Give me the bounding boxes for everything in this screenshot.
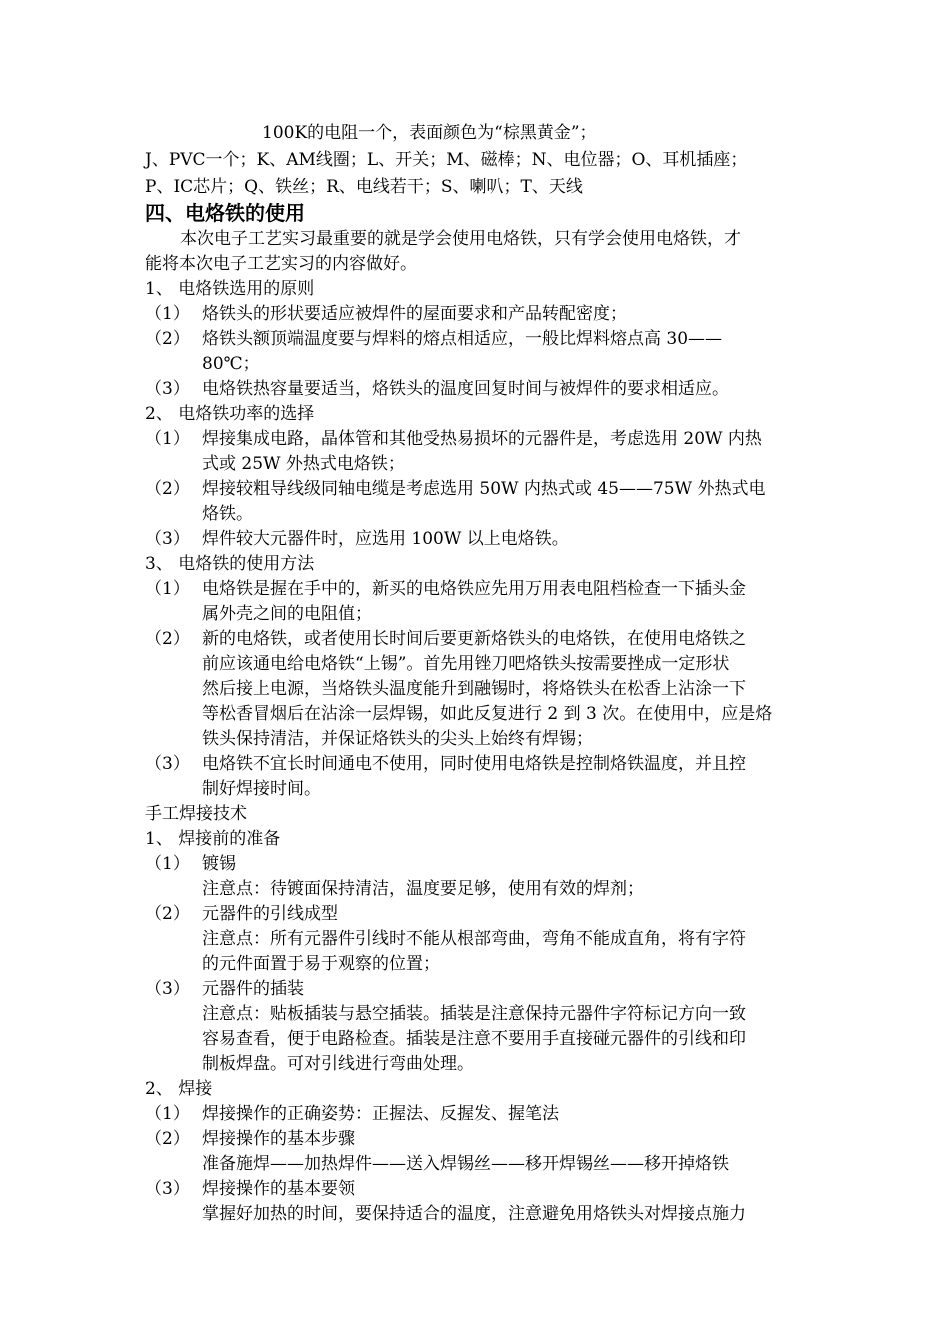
item-text: 焊接操作的正确姿势：正握法、反握发、握笔法	[202, 1104, 559, 1124]
item-text: 电烙铁热容量要适当，烙铁头的温度回复时间与被焊件的要求相适应。	[202, 379, 729, 399]
line-text: 然后接上电源，当烙铁头温度能升到融锡时，将烙铁头在松香上沾涂一下	[202, 679, 746, 699]
item-text: 元器件的插装	[202, 979, 304, 999]
item-text: 焊件较大元器件时，应选用 100W 以上电烙铁。	[202, 529, 569, 549]
list-item	[0, 527, 950, 552]
item-text: 焊接集成电路，晶体管和其他受热易损坏的元器件是，考虑选用 20W 内热	[202, 429, 762, 449]
list-item	[0, 902, 950, 927]
text-line	[0, 277, 950, 302]
subheading: 1、 焊接前的准备	[145, 829, 281, 849]
line-text: 掌握好加热的时间，要保持适合的温度，注意避免用烙铁头对焊接点施力	[202, 1204, 746, 1224]
text-line	[0, 175, 950, 200]
text-line	[0, 227, 950, 252]
list-item	[0, 477, 950, 502]
item-number: （3）	[145, 529, 190, 549]
line-text: 注意点：贴板插装与悬空插装。插装是注意保持元器件字符标记方向一致	[202, 1004, 746, 1024]
subheading: 1、 电烙铁选用的原则	[145, 279, 315, 299]
item-text: 电烙铁不宜长时间通电不使用，同时使用电烙铁是控制烙铁温度，并且控	[202, 754, 746, 774]
list-item	[0, 977, 950, 1002]
line-text: 注意点：待镀面保持清洁，温度要足够，使用有效的焊剂；	[202, 879, 644, 899]
subheading: 3、 电烙铁的使用方法	[145, 554, 315, 574]
item-number: （1）	[145, 1104, 190, 1124]
list-item	[0, 852, 950, 877]
line-text: 注意点：所有元器件引线时不能从根部弯曲，弯角不能成直角，将有字符	[202, 929, 746, 949]
line-text: J、PVC一个；K、AM线圈；L、开关；M、磁棒；N、电位器；O、耳机插座；	[145, 150, 748, 170]
line-text: 烙铁。	[202, 504, 253, 524]
item-number: （3）	[145, 1179, 190, 1199]
text-line	[0, 1152, 950, 1177]
line-text: 本次电子工艺实习最重要的就是学会使用电烙铁，只有学会使用电烙铁，才	[180, 229, 741, 249]
item-number: （2）	[145, 1129, 190, 1149]
line-text: 能将本次电子工艺实习的内容做好。	[145, 254, 417, 274]
subheading: 2、 电烙铁功率的选择	[145, 404, 315, 424]
item-number: （2）	[145, 479, 190, 499]
list-item	[0, 302, 950, 327]
item-number: （2）	[145, 904, 190, 924]
text-line	[0, 652, 950, 677]
line-text: 制板焊盘。可对引线进行弯曲处理。	[202, 1054, 474, 1074]
item-number: （1）	[145, 579, 190, 599]
item-number: （3）	[145, 979, 190, 999]
list-item	[0, 1102, 950, 1127]
line-text: 前应该通电给电烙铁“上锡”。首先用锉刀吧烙铁头按需要挫成一定形状	[202, 654, 730, 674]
text-line	[0, 777, 950, 802]
item-text: 镀锡	[202, 854, 236, 874]
list-item	[0, 627, 950, 652]
line-text: 等松香冒烟后在沾涂一层焊锡，如此反复进行 2 到 3 次。在使用中，应是烙	[202, 704, 773, 724]
item-number: （3）	[145, 379, 190, 399]
item-number: （3）	[145, 754, 190, 774]
list-item	[0, 427, 950, 452]
text-line	[0, 402, 950, 427]
section-heading: 四、电烙铁的使用	[145, 201, 305, 225]
text-line	[0, 121, 950, 146]
text-line	[0, 252, 950, 277]
line-text: 100K的电阻一个，表面颜色为“棕黑黄金”；	[262, 123, 597, 143]
text-line	[0, 1052, 950, 1077]
list-item	[0, 577, 950, 602]
text-line	[0, 927, 950, 952]
subheading: 手工焊接技术	[145, 804, 247, 824]
text-line	[0, 602, 950, 627]
line-text: 属外壳之间的电阻值；	[202, 604, 372, 624]
text-line	[0, 452, 950, 477]
text-line	[0, 727, 950, 752]
text-line	[0, 702, 950, 727]
line-text: 制好焊接时间。	[202, 779, 321, 799]
text-line	[0, 352, 950, 377]
item-text: 烙铁头的形状要适应被焊件的屋面要求和产品转配密度；	[202, 304, 627, 324]
line-text: 容易查看，便于电路检查。插装是注意不要用手直接碰元器件的引线和印	[202, 1029, 746, 1049]
line-text: 80℃；	[202, 354, 260, 374]
line-text: 的元件面置于易于观察的位置；	[202, 954, 440, 974]
list-item	[0, 1177, 950, 1202]
item-number: （2）	[145, 329, 190, 349]
item-text: 新的电烙铁，或者使用长时间后要更新烙铁头的电烙铁，在使用电烙铁之	[202, 629, 746, 649]
item-text: 焊接操作的基本步骤	[202, 1129, 355, 1149]
text-line	[0, 1077, 950, 1102]
item-number: （1）	[145, 429, 190, 449]
line-text: P、IC芯片；Q、铁丝；R、电线若干；S、喇叭；T、天线	[145, 177, 583, 197]
text-line	[0, 148, 950, 173]
subheading: 2、 焊接	[145, 1079, 213, 1099]
item-number: （1）	[145, 304, 190, 324]
line-text: 式或 25W 外热式电烙铁；	[202, 454, 405, 474]
text-line	[0, 877, 950, 902]
item-text: 元器件的引线成型	[202, 904, 338, 924]
text-line	[0, 1027, 950, 1052]
text-line	[0, 802, 950, 827]
text-line	[0, 1202, 950, 1227]
line-text: 铁头保持清洁，并保证烙铁头的尖头上始终有焊锡；	[202, 729, 593, 749]
item-text: 焊接操作的基本要领	[202, 1179, 355, 1199]
item-number: （1）	[145, 854, 190, 874]
item-text: 烙铁头额顶端温度要与焊料的熔点相适应，一般比焊料熔点高 30——	[202, 329, 723, 349]
text-line	[0, 952, 950, 977]
list-item	[0, 327, 950, 352]
item-text: 电烙铁是握在手中的，新买的电烙铁应先用万用表电阻档检查一下插头金	[202, 579, 746, 599]
item-text: 焊接较粗导线级同轴电缆是考虑选用 50W 内热式或 45——75W 外热式电	[202, 479, 766, 499]
list-item	[0, 1127, 950, 1152]
item-number: （2）	[145, 629, 190, 649]
line-text: 准备施焊——加热焊件——送入焊锡丝——移开焊锡丝——移开掉烙铁	[202, 1154, 729, 1174]
list-item	[0, 377, 950, 402]
text-line	[0, 552, 950, 577]
text-line	[0, 827, 950, 852]
section-heading-line	[0, 201, 950, 226]
list-item	[0, 752, 950, 777]
text-line	[0, 502, 950, 527]
text-line	[0, 1002, 950, 1027]
text-line	[0, 677, 950, 702]
